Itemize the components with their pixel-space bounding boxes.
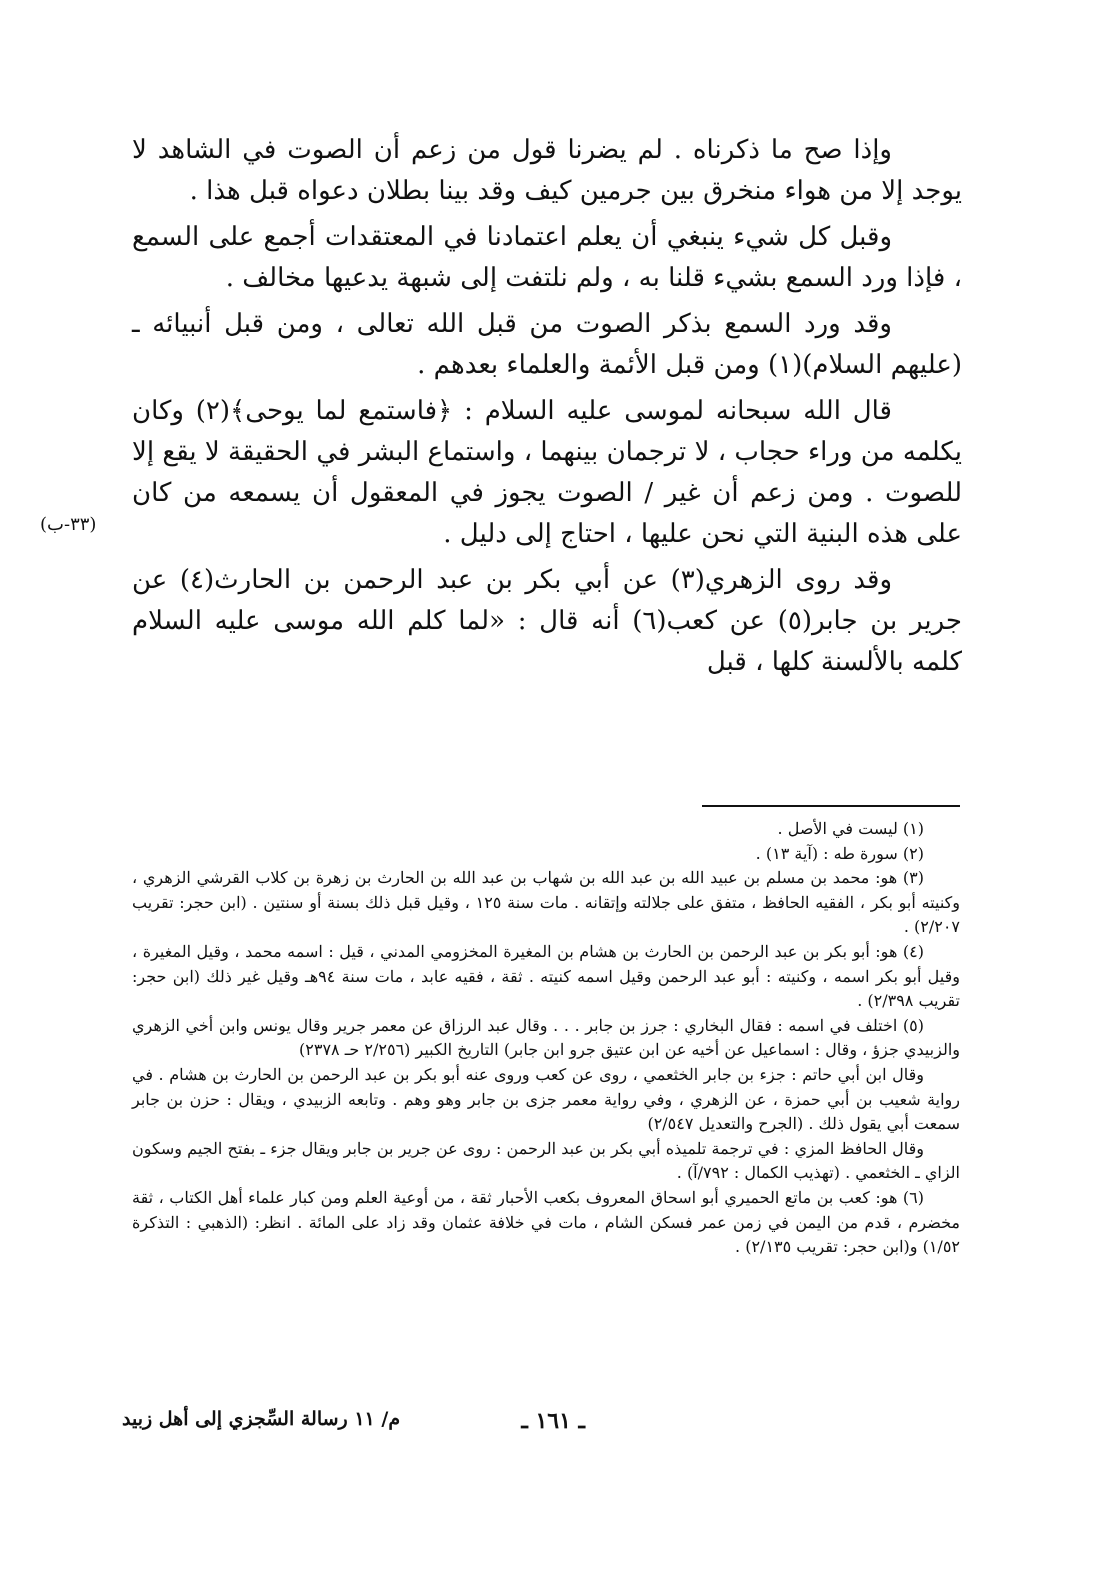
main-text — [132, 130, 962, 688]
page-footer — [100, 1408, 960, 1438]
footnote-continuation: وقال الحافظ المزي : في ترجمة تلميذه أبي بكر بن عبد الرحمن : روى عن جرير بن جابر ويقال جزء ـ بفتح الجيم وسكون الزاي ـ الخثعمي . (تهذيب الكمال : ٧٩٢/آ) . — [132, 1138, 960, 1183]
footnote: (٤) هو: أبو بكر بن عبد الرحمن بن الحارث بن هشام بن المغيرة المخزومي المدني ، قيل : اسمه محمد ، وقيل المغيرة ، وقيل أبو بكر اسمه ، وكنيته : أبو عبد الرحمن وقيل اسمه كنيته . ثقة ، فقيه عابد ، مات سنة ٩٤هـ وقيل غير ذلك (ابن حجر: تقريب ٢/٣٩٨) . — [132, 941, 960, 1011]
paragraph: وقبل كل شيء ينبغي أن يعلم اعتمادنا في المعتقدات أجمع على السمع ، فإذا ورد السمع بشيء قلنا به ، ولم نلتفت إلى شبهة يدعيها مخالف . — [132, 222, 962, 293]
paragraph: وقد ورد السمع بذكر الصوت من قبل الله تعالى ، ومن قبل أنبيائه ـ (عليهم السلام)(١) ومن قبل الأئمة والعلماء بعدهم . — [132, 309, 962, 380]
footnotes — [132, 817, 960, 1260]
footnote-separator — [702, 805, 960, 807]
footnote: (١) ليست في الأصل . — [777, 819, 924, 838]
footnote: (٥) اختلف في اسمه : فقال البخاري : جرز بن جابر . . . وقال عبد الرزاق عن معمر جرير وقال يونس وابن أخي الزهري والزبيدي جزؤ ، وقال : اسماعيل عن أخيه عن ابن عتيق جرو ابن جابر) التاريخ الكبير (٢/٢٥٦ حـ ٢٣٧٨) — [132, 1015, 960, 1060]
footnote: (٢) سورة طه : (آية ١٣) . — [755, 843, 924, 863]
margin-folio-reference: (٣٣-ب) — [40, 514, 97, 535]
paragraph: قال الله سبحانه لموسى عليه السلام : ﴿فاستمع لما يوحى﴾(٢) وكان يكلمه من وراء حجاب ، لا ترجمان بينهما ، واستماع البشر في الحقيقة لا يقع إلا للصوت . ومن زعم أن غير / الصوت يجوز في المعقول أن يسمعه من كان على هذه البنية التي نحن عليها ، احتاج إلى دليل . — [132, 396, 962, 549]
footnote: (٣) هو: محمد بن مسلم بن عبيد الله بن عبد الله بن شهاب بن عبد الله بن الحارث بن زهرة بن كلاب القرشي الزهري ، وكنيته أبو بكر ، الفقيه الحافظ ، متفق على جلالته وإتقانه . مات سنة ١٢٥ ، وقيل قبل ذلك بسنة أو سنتين . (ابن حجر: تقريب ٢/٢٠٧) . — [132, 868, 960, 937]
footnote-continuation: وقال ابن أبي حاتم : جزء بن جابر الخثعمي ، روى عن كعب وروى عنه أبو بكر بن عبد الرحمن بن الحارث بن هشام . في رواية شعيب بن أبي حمزة ، عن الزهري ، وفي رواية معمر جزى بن جابر وهو وهم . وتابعه الزبيدي ، ويقال : حزن بن جابر سمعت أبي يقول ذلك . (الجرح والتعديل ٢/٥٤٧) — [132, 1064, 960, 1134]
paragraph: وقد روى الزهري(٣) عن أبي بكر بن عبد الرحمن بن الحارث(٤) عن جرير بن جابر(٥) عن كعب(٦) أنه قال : «لما كلم الله موسى عليه السلام كلمه بالألسنة كلها ، قبل — [132, 565, 963, 677]
paragraph: وإذا صح ما ذكرناه . لم يضرنا قول من زعم أن الصوت في الشاهد لا يوجد إلا من هواء منخرق بين جرمين كيف وقد بينا بطلان دعواه قبل هذا . — [132, 135, 962, 206]
signature-mark: م/ ١١ رسالة السِّجزي إلى أهل زبيد — [122, 1408, 401, 1430]
footnote: (٦) هو: كعب بن ماتع الحميري أبو اسحاق المعروف بكعب الأحبار ثقة ، من أوعية العلم ومن كبار علماء أهل الكتاب ، ثقة مخضرم ، قدم من اليمن في زمن عمر فسكن الشام ، مات في خلافة عثمان وقد زاد على المائة . انظر: (الذهبي : التذكرة ١/٥٢) و(ابن حجر: تقريب ٢/١٣٥) . — [132, 1187, 960, 1257]
page-number: ـ ١٦١ ـ — [521, 1408, 585, 1434]
